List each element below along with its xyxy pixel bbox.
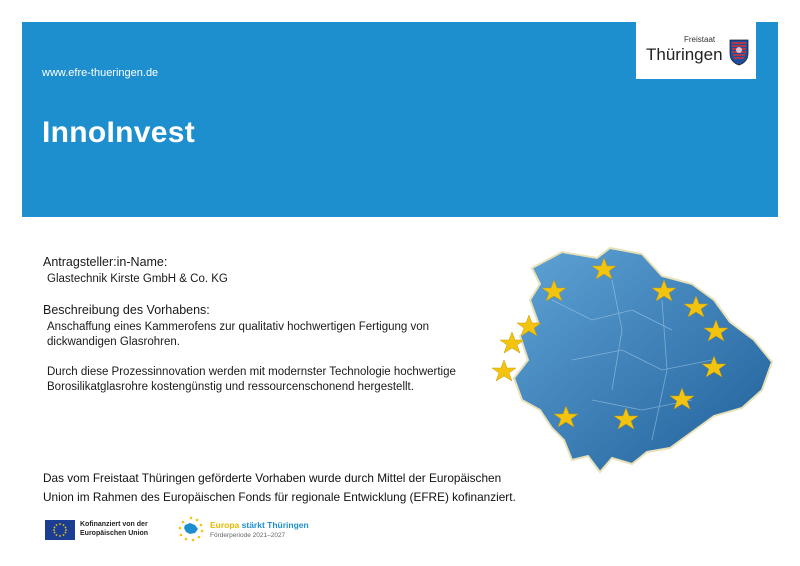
description-line-2: dickwandigen Glasrohren. <box>47 336 180 348</box>
description-line-1: Anschaffung eines Kammerofens zur qualitativ hochwertigen Fertigung von <box>47 321 430 333</box>
project-title: InnoInvest <box>42 116 196 149</box>
thueringen-map-with-eu-stars <box>492 240 787 480</box>
eu-flag-icon <box>45 520 75 540</box>
eu-cofunding-logo-text <box>80 520 160 538</box>
header-banner <box>22 22 778 217</box>
logo-freistaat-text: Freistaat <box>684 35 716 44</box>
thueringen-logo <box>636 22 756 79</box>
staerkt-thueringen-words: stärkt Thüringen <box>239 520 309 530</box>
eu-cofunding-line-1: Kofinanziert von der <box>80 521 148 528</box>
description-label: Beschreibung des Vorhabens: <box>43 303 210 317</box>
description-line-3: Durch diese Prozessinnovation werden mit modernster Technologie hochwertige <box>47 366 456 378</box>
website-url[interactable]: www.efre-thueringen.de <box>42 67 159 79</box>
logo-thueringen-text: Thüringen <box>646 45 723 64</box>
funding-statement-line-2: Union im Rahmen des Europäischen Fonds für regionale Entwicklung (EFRE) kofinanziert. <box>43 490 516 504</box>
applicant-label: Antragsteller:in-Name: <box>43 255 168 269</box>
eu-cofunding-line-2: Europäischen Union <box>80 530 149 537</box>
europa-staerkt-thueringen-icon <box>176 515 206 543</box>
funding-statement-line-1: Das vom Freistaat Thüringen geförderte Vorhaben wurde durch Mittel der Europäischen <box>43 471 502 485</box>
map-shape <box>514 248 772 472</box>
description-line-4: Borosilikatglasrohre kostengünstig und ressourcenschonend hergestellt. <box>47 381 414 393</box>
funding-statement <box>43 469 603 507</box>
star-icon <box>492 360 516 381</box>
coat-of-arms-icon <box>729 38 749 66</box>
funding-period: Förderperiode 2021–2027 <box>210 532 286 539</box>
europa-staerkt-title <box>210 520 309 530</box>
europa-word: Europa <box>210 520 240 530</box>
applicant-name: Glastechnik Kirste GmbH & Co. KG <box>47 273 228 285</box>
